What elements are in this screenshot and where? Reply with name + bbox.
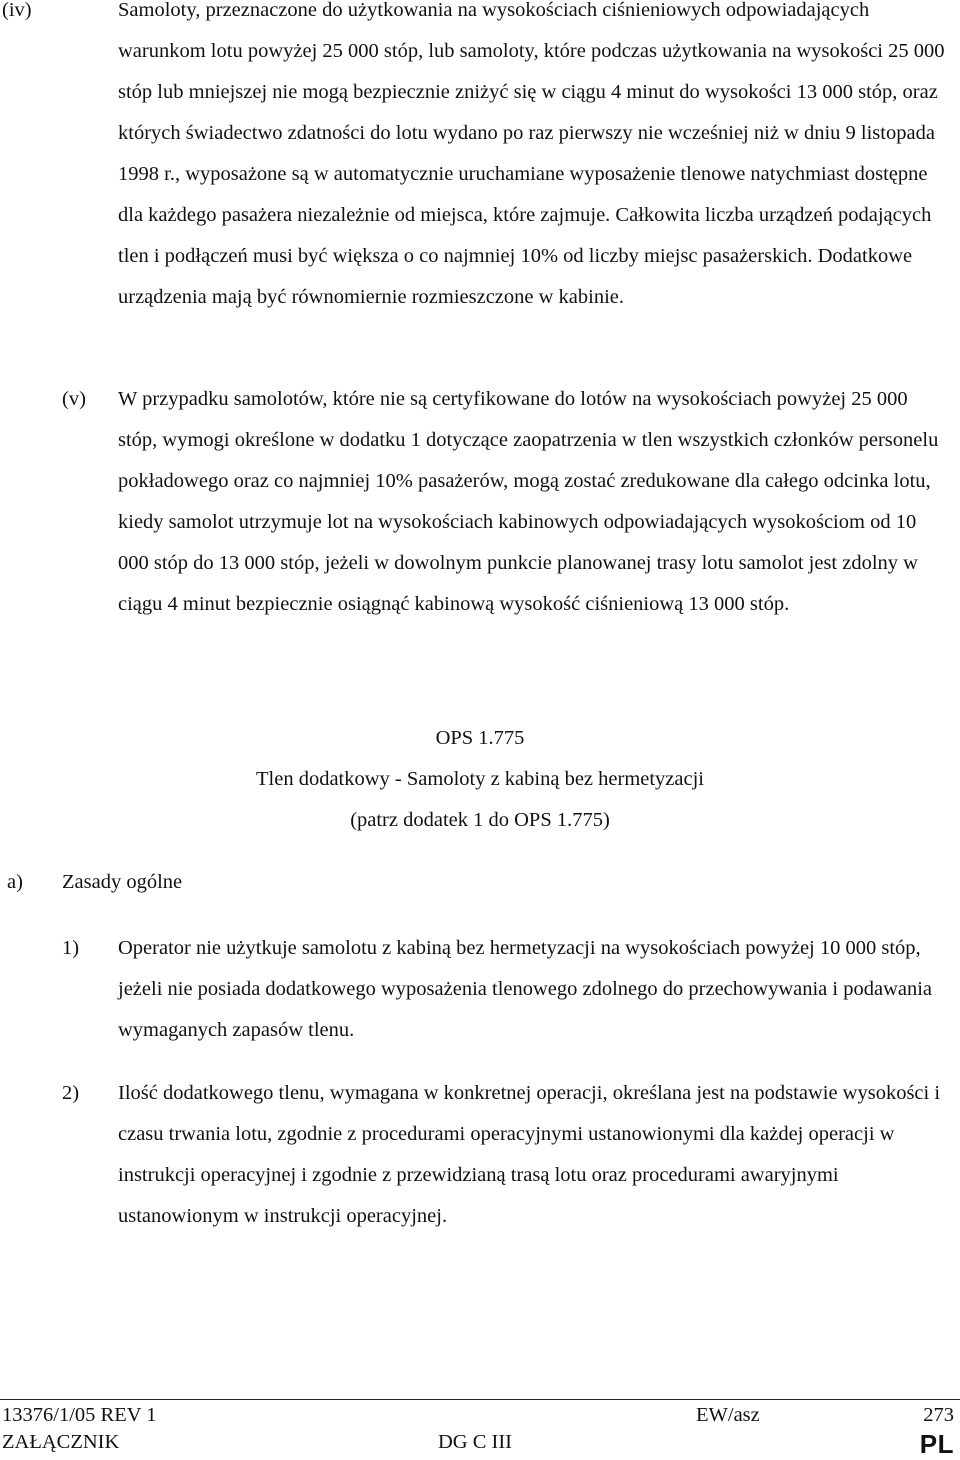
footer-divider (0, 1399, 960, 1400)
heading-reference: (patrz dodatek 1 do OPS 1.775) (350, 809, 610, 831)
item-text: Operator nie użytkuje samolotu z kabiną bez hermetyzacji na wysokościach powyżej 10 000 stóp, jeżeli nie posiada dodatkowego wyposażenia tlenowego zdolnego do przechowywania i podawania wymaganych zapasów tlenu. (118, 937, 933, 1041)
subsection-letter: a) (7, 871, 23, 893)
document-reference: 13376/1/05 REV 1 (2, 1404, 157, 1426)
subsection-title: Zasady ogólne (62, 871, 183, 893)
item-text: W przypadku samolotów, które nie są certyfikowane do lotów na wysokościach powyżej 25 000 stóp, wymogi określone w dodatku 1 dotyczące zaopatrzenia w tlen wszystkich członków personelu pokładowego oraz co najmniej 10% pasażerów, mogą zostać zredukowane dla całego odcinka lotu, kiedy samolot utrzymuje lot na wysokościach kabinowych odpowiadających wysokościom od 10 000 stóp do 13 000 stóp, jeżeli w dowolnym punkcie planowanej trasy lotu samolot jest zdolny w ciągu 4 minut bezpiecznie osiągnąć kabinową wysokość ciśnieniową 13 000 stóp. (118, 388, 939, 615)
heading-code: OPS 1.775 (435, 727, 525, 749)
item-text: Samoloty, przeznaczone do użytkowania na wysokościach ciśnieniowych odpowiadających warunkom lotu powyżej 25 000 stóp, lub samoloty, które podczas użytkowania na wysokości 25 000 stóp lub mniejszej nie mogą bezpiecznie zniżyć się w ciągu 4 minut do wysokości 13 000 stóp, oraz których świadectwo zdatności do lotu wydano po raz pierwszy nie wcześniej niż w dniu 9 listopada 1998 r., wyposażone są w automatycznie uruchamiane wyposażenie tlenowe natychmiast dostępne dla każdego pasażera niezależnie od miejsca, które zajmuje. Całkowita liczba urządzeń podających tlen i podłączeń musi być większa o co najmniej 10% od liczby miejsc pasażerskich. Dodatkowe urządzenia mają być równomiernie rozmieszczone w kabinie. (118, 0, 945, 308)
section-heading (0, 718, 960, 841)
heading-title: Tlen dodatkowy - Samoloty z kabiną bez hermetyzacji (256, 768, 704, 790)
annex-label: ZAŁĄCZNIK (2, 1431, 120, 1453)
item-number: (iv) (2, 0, 32, 21)
item-number: 2) (62, 1082, 80, 1104)
language-code: PL (919, 1429, 954, 1459)
dg-label: DG C III (438, 1431, 513, 1453)
item-text: Ilość dodatkowego tlenu, wymagana w konkretnej operacji, określana jest na podstawie wysokości i czasu trwania lotu, zgodnie z procedurami operacyjnymi ustanowionymi dla każdej operacji w instrukcji operacyjnej i zgodnie z przewidzianą trasą lotu oraz procedurami awaryjnymi ustanowionym w instrukcji operacyjnej. (118, 1082, 941, 1227)
item-number: 1) (62, 937, 80, 959)
item-number: (v) (62, 388, 86, 410)
author-code: EW/asz (696, 1404, 760, 1426)
page-number: 273 (923, 1404, 954, 1426)
